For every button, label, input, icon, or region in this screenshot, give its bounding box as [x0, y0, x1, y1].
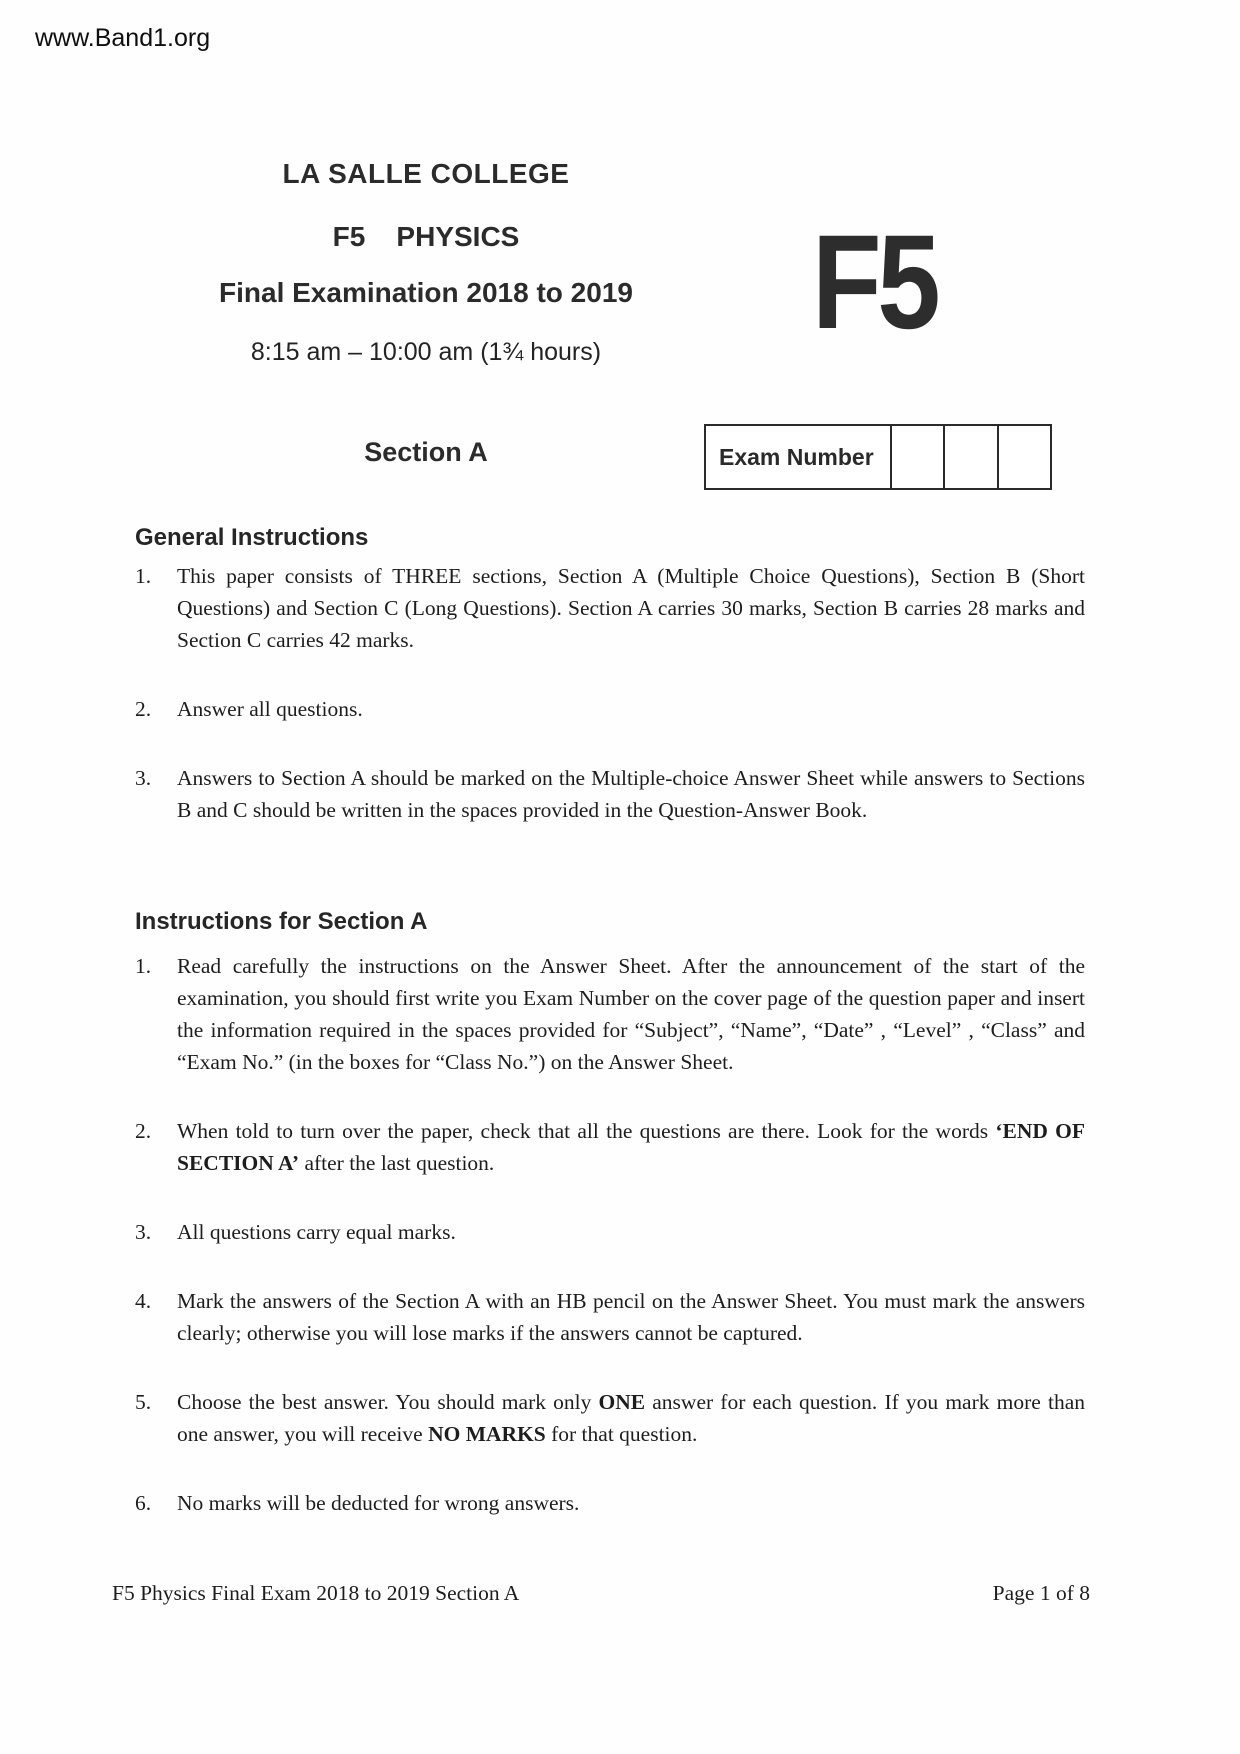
instruction-item [135, 560, 1085, 656]
watermark-url: www.Band1.org [35, 24, 211, 52]
exam-number-cell [943, 426, 996, 488]
page-footer [112, 1581, 1090, 1606]
instruction-item-number: 1. [135, 564, 152, 588]
instruction-item [135, 1386, 1085, 1450]
exam-time: 8:15 am – 10:00 am (1¾ hours) [250, 338, 602, 366]
exam-number-cells [890, 426, 1050, 488]
instruction-item-number: 3. [135, 1220, 152, 1244]
instruction-item-number: 2. [135, 1119, 152, 1143]
instruction-item-text: All questions carry equal marks. [177, 1220, 456, 1244]
section-a-instructions-heading: Instructions for Section A [135, 908, 428, 935]
instruction-item-number: 3. [135, 766, 152, 790]
instruction-item-text: Answers to Section A should be marked on the Multiple-choice Answer Sheet while answers to Sections B and C should be written in the spaces provided in the Question-Answer Book. [177, 766, 1085, 822]
form-level-badge: F5 [812, 208, 937, 357]
instruction-item-text: Read carefully the instructions on the Answer Sheet. After the announcement of the start of the examination, you should first write you Exam Number on the cover page of the question paper and insert the information required in the spaces provided for “Subject”, “Name”, “Date” , “Level” , “Class” and “Exam No.” (in the boxes for “Class No.”) on the Answer Sheet. [177, 954, 1085, 1074]
footer-page-number: Page 1 of 8 [992, 1581, 1090, 1605]
instruction-item [135, 1487, 1085, 1519]
instruction-item [135, 693, 1085, 725]
instruction-item-text: Choose the best answer. You should mark only ONE answer for each question. If you mark more than one answer, you will receive NO MARKS for that question. [177, 1390, 1085, 1446]
exam-number-cell [890, 426, 943, 488]
exam-title: Final Examination 2018 to 2019 [219, 277, 633, 308]
instruction-item-text: No marks will be deducted for wrong answers. [177, 1491, 580, 1515]
general-instructions-heading: General Instructions [135, 524, 369, 551]
instruction-item-number: 4. [135, 1289, 152, 1313]
instruction-item [135, 1216, 1085, 1248]
instruction-item-text: This paper consists of THREE sections, Section A (Multiple Choice Questions), Section B (Short Questions) and Section C (Long Questions). Section A carries 30 marks, Section B carries 28 marks and Section C carries 42 marks. [177, 564, 1085, 652]
footer-document-title: F5 Physics Final Exam 2018 to 2019 Section A [112, 1581, 520, 1605]
section-a-instructions-list [135, 950, 1085, 1556]
course-title: F5 PHYSICS [332, 221, 520, 252]
school-name: LA SALLE COLLEGE [282, 158, 570, 189]
instruction-item-number: 5. [135, 1390, 152, 1414]
instruction-item [135, 762, 1085, 826]
exam-number-label: Exam Number [719, 443, 874, 470]
instruction-item [135, 1285, 1085, 1349]
instruction-item [135, 1115, 1085, 1179]
instruction-item-text: Answer all questions. [177, 697, 363, 721]
instruction-item-text: When told to turn over the paper, check that all the questions are there. Look for the words ‘END OF SECTION A’ after the last question. [177, 1119, 1085, 1175]
instruction-item-text: Mark the answers of the Section A with an HB pencil on the Answer Sheet. You must mark the answers clearly; otherwise you will lose marks if the answers cannot be captured. [177, 1289, 1085, 1345]
instruction-item-number: 2. [135, 697, 152, 721]
exam-number-cell [997, 426, 1050, 488]
general-instructions-list [135, 560, 1085, 863]
exam-number-box [704, 424, 1052, 490]
instruction-item-number: 1. [135, 954, 152, 978]
section-a-heading: Section A [364, 437, 488, 467]
instruction-item [135, 950, 1085, 1078]
instruction-item-number: 6. [135, 1491, 152, 1515]
